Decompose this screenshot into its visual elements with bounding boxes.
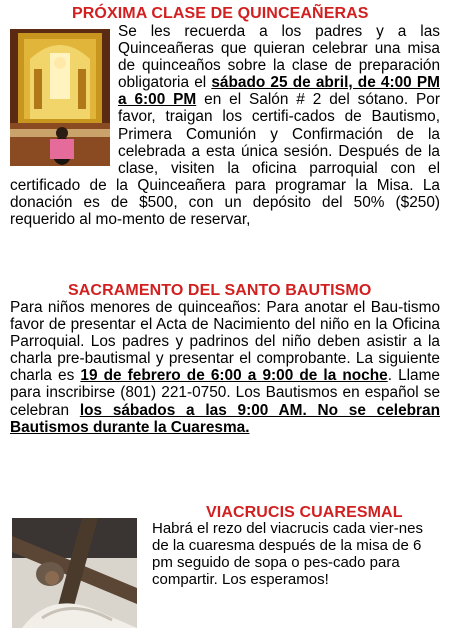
baptism-talk-date: 19 de febrero de 6:00 a 9:00 de la noche <box>80 367 388 385</box>
quinceanera-class-paragraph: Se les recuerda a los padres y a las Quinceañeras que quieran celebrar una misa de quinceaños sobre la clase de preparación obligatoria el sábado 25 de abril, de 4:00 PM a 6:00 PM en el Salón # 2 del sótano. Por favor, traigan los certifi-cados de Bautismo, Primera Comunión y Confirmación de la celebrada a esta única sesión. Después de la clase, visiten la oficina parroquial con el certificado de la Quinceañera para programar la Misa. La donación es de $500, con un depósito del 50% ($250) requerido al mo-mento de reservar, <box>10 23 440 229</box>
altar-photo <box>10 29 110 166</box>
baptism-title: SACRAMENTO DEL SANTO BAUTISMO <box>68 282 372 299</box>
viacrucis-paragraph: Habrá el rezo del viacrucis cada vier-nes de la cuaresma después de la misa de 6 pm seguido de sopa o pes-cado para compartir. Los esperamos! <box>152 520 423 588</box>
viacrucis-title: VIACRUCIS CUARESMAL <box>206 504 403 521</box>
quinceanera-date: sábado 25 de abril, de 4:00 PM a 6:00 PM <box>118 74 440 109</box>
baptism-schedule-note: los sábados a las 9:00 AM. No se celebran Bautismos durante la Cuaresma. <box>10 401 440 436</box>
baptism-paragraph: Para niños menores de quinceaños: Para anotar el Bau-tismo favor de presentar el Acta de Nacimiento del niño en la Oficina Parroquial. Los padres y padrinos del niño deben asistir a la charla pre-bautismal y presentar el comprobante. La siguiente charla es 19 de febrero de 6:00 a 9:00 de la noche. Llame para inscribirse (801) 221-0750. Los Bautismos en español se celebran los sábados a las 9:00 AM. No se celebran Bautismos durante la Cuaresma. <box>10 299 440 436</box>
quinceanera-class-title: PRÓXIMA CLASE DE QUINCEAÑERAS <box>72 5 369 22</box>
via-crucis-image <box>12 518 137 628</box>
